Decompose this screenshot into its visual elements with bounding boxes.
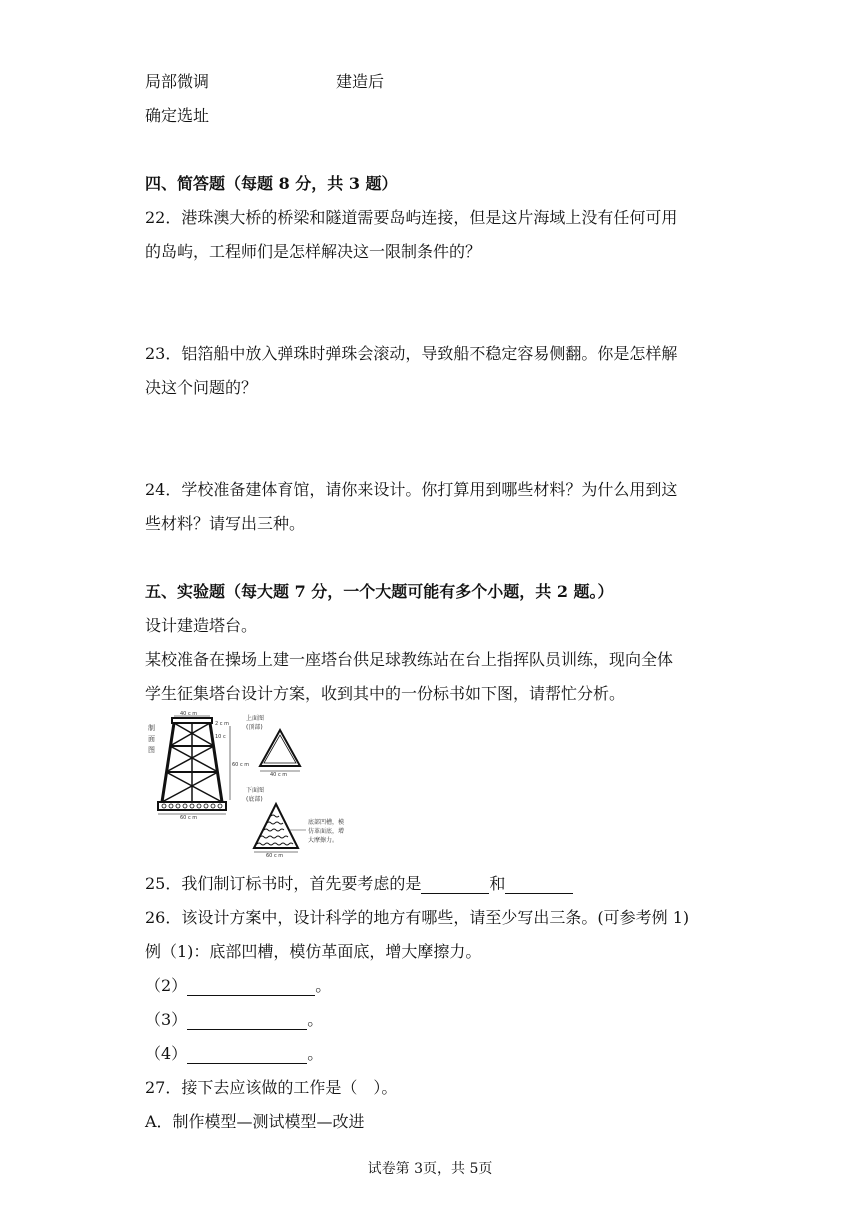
- side-dimension-1: 2 c m: [215, 721, 229, 727]
- top-dimension: 40 c m: [180, 711, 198, 717]
- q22-line1: 22．港珠澳大桥的桥梁和隧道需要岛屿连接，但是这片海域上没有任何可用: [145, 208, 678, 227]
- q25: [145, 874, 573, 894]
- q26-blank-2[interactable]: [187, 978, 315, 996]
- top-row2: 确定选址: [145, 106, 210, 125]
- q26-blank-4[interactable]: [187, 1046, 307, 1064]
- text-after-build: 建造后: [336, 72, 385, 91]
- front-view-label-1: 制: [148, 724, 155, 732]
- bottom-view-label: 下面图: [246, 787, 265, 794]
- text-local-adjust: 局部微调: [145, 72, 210, 91]
- q24-line2: 些材料？请写出三种。: [145, 514, 306, 533]
- annotation-line1: 底部凹槽，模: [308, 819, 345, 826]
- top-view-sublabel: (顶部): [246, 724, 263, 731]
- tower-design-figure: [140, 708, 370, 860]
- top-row1: [145, 72, 385, 92]
- bottom-dimension: 60 c m: [180, 815, 198, 821]
- tower-base-holes: [162, 804, 222, 808]
- section5-heading: 五、实验题（每大题 7 分，一个大题可能有多个小题，共 2 题。）: [145, 582, 614, 601]
- q27-option-a[interactable]: A．制作模型—测试模型—改进: [145, 1112, 365, 1131]
- section4-heading: 四、简答题（每题 8 分，共 3 题）: [145, 174, 398, 193]
- q25-blank-1[interactable]: [421, 876, 489, 894]
- top-view-dimension: 40 c m: [270, 772, 288, 778]
- q23-line1: 23．铝箔船中放入弹珠时弹珠会滚动，导致船不稳定容易侧翻。你是怎样解: [145, 344, 678, 363]
- q26-example: 例（1)：底部凹槽，模仿革面底，增大摩擦力。: [145, 942, 482, 961]
- side-dimension-2: 10 c: [215, 734, 226, 740]
- height-dimension: 60 c m: [232, 762, 250, 768]
- q25-blank-2[interactable]: [505, 876, 573, 894]
- tower-front-view: [158, 718, 226, 810]
- q23-line2: 决这个问题的？: [145, 378, 258, 397]
- q26-blank-3[interactable]: [187, 1012, 307, 1030]
- annotation-line3: 大摩擦力。: [308, 837, 339, 844]
- q26-item-4-period: 。: [307, 1044, 324, 1063]
- q25-text: 25．我们制订标书时，首先要考虑的是: [145, 874, 422, 893]
- q24-line1: 24．学校准备建体育馆，请你来设计。你打算用到哪些材料？为什么用到这: [145, 480, 678, 499]
- q26-item-3-label: （3）: [145, 1010, 188, 1029]
- front-view-label-3: 图: [148, 746, 155, 754]
- q26-item-3-period: 。: [307, 1010, 324, 1029]
- q22-line2: 的岛屿，工程师们是怎样解决这一限制条件的？: [145, 242, 482, 261]
- bottom-view-dimension: 60 c m: [266, 853, 284, 859]
- page-footer: 试卷第 3页，共 5页: [367, 1161, 493, 1177]
- q26-item-2: [145, 976, 331, 996]
- annotation-line2: 仿革面底，增: [308, 828, 345, 835]
- bottom-view-triangle: [254, 804, 298, 848]
- top-view-label: 上面图: [246, 715, 265, 722]
- section5-intro-line1: 某校准备在操场上建一座塔台供足球教练站在台上指挥队员训练，现向全体: [145, 650, 674, 669]
- q26-line1: 26．该设计方案中，设计科学的地方有哪些，请至少写出三条。(可参考例 1): [145, 908, 690, 927]
- bottom-view-sublabel: (底部): [246, 796, 263, 803]
- q26-item-4: [145, 1044, 323, 1064]
- front-view-label-2: 面: [148, 735, 155, 743]
- q25-and: 和: [489, 874, 506, 893]
- q26-item-3: [145, 1010, 323, 1030]
- q26-item-4-label: （4）: [145, 1044, 188, 1063]
- q26-item-2-label: （2）: [145, 976, 188, 995]
- section5-title: 设计建造塔台。: [145, 616, 258, 635]
- section5-intro-line2: 学生征集塔台设计方案，收到其中的一份标书如下图，请帮忙分析。: [145, 684, 626, 703]
- q26-item-2-period: 。: [315, 976, 332, 995]
- q27-text: 27．接下去应该做的工作是（ ）。: [145, 1078, 398, 1097]
